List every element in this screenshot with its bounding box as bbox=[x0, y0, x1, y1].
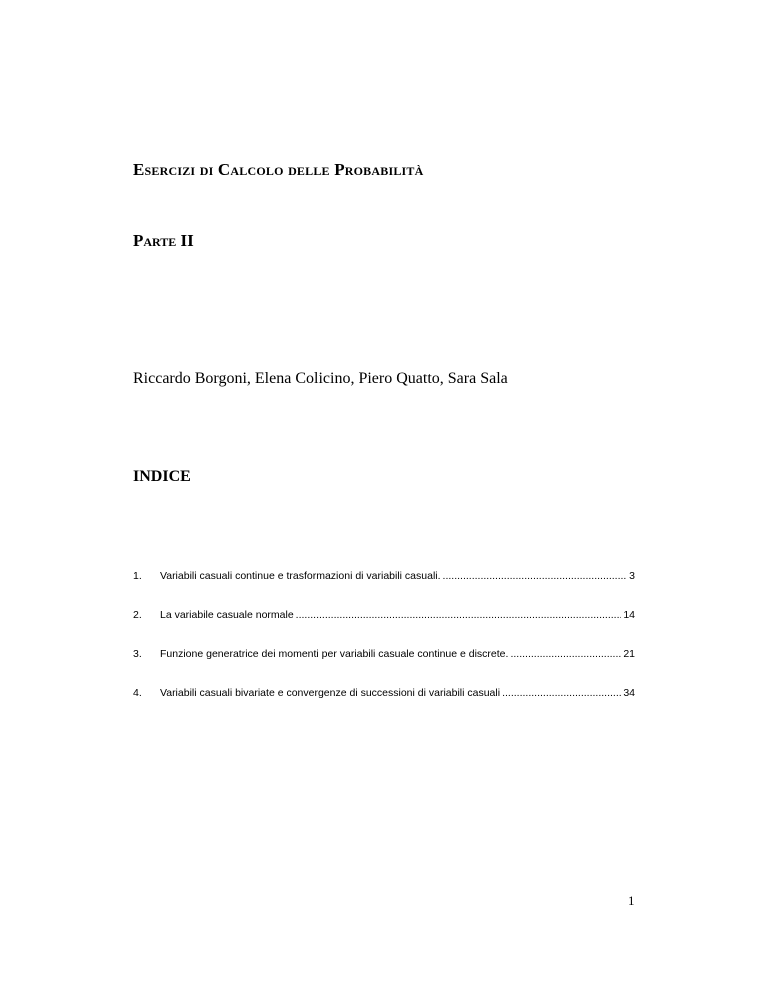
toc-entry-page: 21 bbox=[623, 648, 635, 660]
toc-entry-number: 3. bbox=[133, 648, 142, 660]
document-title: Esercizi di Calcolo delle Probabilità bbox=[133, 160, 424, 179]
toc-entry[interactable] bbox=[133, 609, 635, 625]
index-heading: INDICE bbox=[133, 468, 191, 485]
toc-entry-page: 14 bbox=[623, 609, 635, 621]
page-number: 1 bbox=[628, 893, 635, 908]
toc-entry-number: 2. bbox=[133, 609, 142, 621]
toc-leader-dots bbox=[443, 570, 628, 582]
toc-entry[interactable] bbox=[133, 687, 635, 703]
toc-entry-number: 1. bbox=[133, 570, 142, 582]
toc-entry-title: Funzione generatrice dei momenti per variabili casuale continue e discrete. bbox=[160, 648, 509, 660]
toc-entry-page: 34 bbox=[623, 687, 635, 699]
toc-leader-dots bbox=[296, 609, 622, 621]
toc-entry[interactable] bbox=[133, 648, 635, 664]
toc-entry-page: 3 bbox=[629, 570, 635, 582]
toc-entry[interactable] bbox=[133, 570, 635, 586]
toc-entry-title: La variabile casuale normale bbox=[160, 609, 294, 621]
document-subtitle: Parte II bbox=[133, 231, 194, 250]
toc-leader-dots bbox=[502, 687, 621, 699]
toc-entry-title: Variabili casuali continue e trasformazioni di variabili casuali. bbox=[160, 570, 441, 582]
toc-leader-dots bbox=[510, 648, 621, 660]
authors: Riccardo Borgoni, Elena Colicino, Piero Quatto, Sara Sala bbox=[133, 370, 508, 387]
toc-entry-title: Variabili casuali bivariate e convergenze di successioni di variabili casuali bbox=[160, 687, 501, 699]
toc-entry-number: 4. bbox=[133, 687, 142, 699]
